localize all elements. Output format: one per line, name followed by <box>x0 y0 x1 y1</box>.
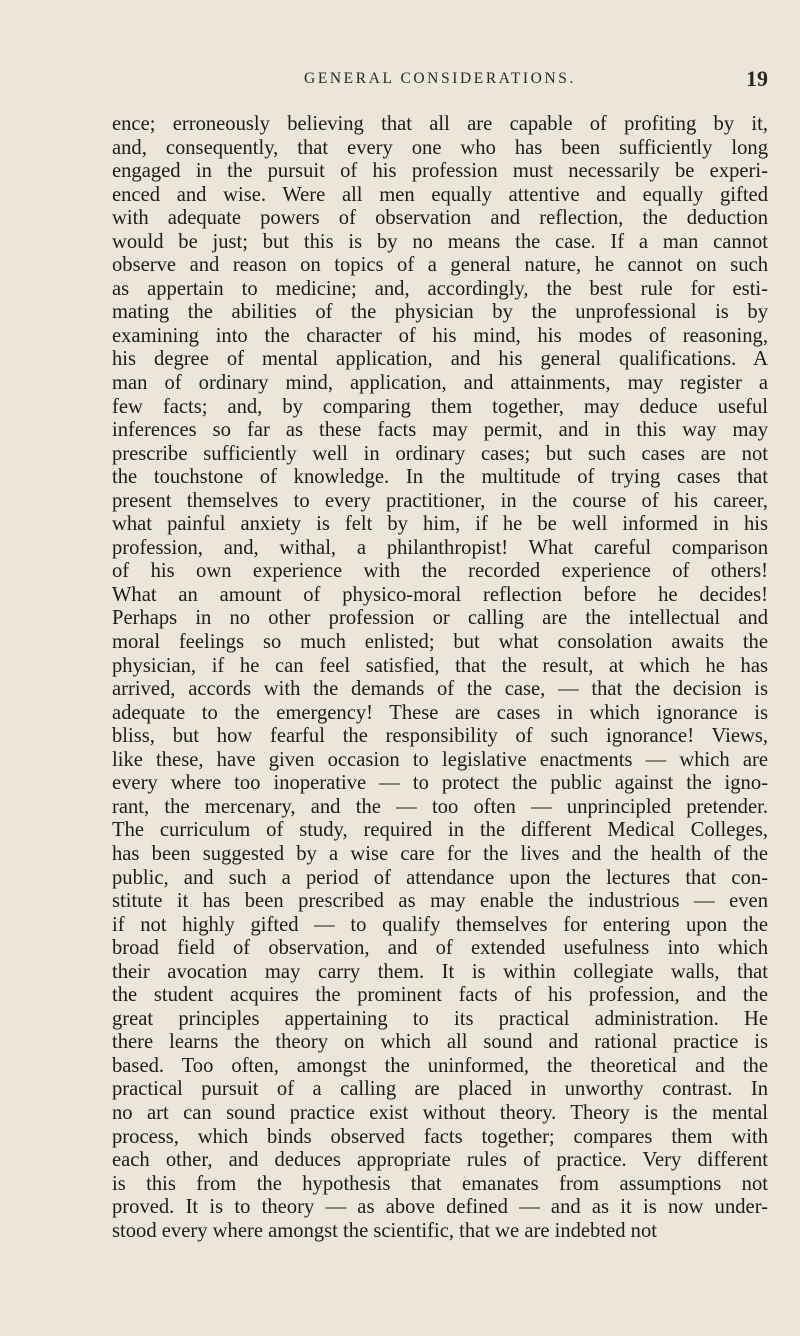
text-line: with adequate powers of observation and reflection, the deduction <box>112 207 768 230</box>
text-line: like these, have given occasion to legislative enactments — which are <box>112 748 768 771</box>
text-line: his degree of mental application, and his general qualifications. A <box>112 348 768 371</box>
text-line: few facts; and, by comparing them together, may deduce useful <box>112 395 768 418</box>
running-title: GENERAL CONSIDERATIONS. <box>304 70 576 87</box>
text-line: there learns the theory on which all sound and rational practice is <box>112 1031 768 1054</box>
text-line: would be just; but this is by no means the case. If a man cannot <box>112 230 768 253</box>
text-line: what painful anxiety is felt by him, if he be well informed in his <box>112 513 768 536</box>
text-line: great principles appertaining to its practical administration. He <box>112 1007 768 1030</box>
text-line: if not highly gifted — to qualify themselves for entering upon the <box>112 913 768 936</box>
text-line: based. Too often, amongst the uninformed, the theoretical and the <box>112 1054 768 1077</box>
text-line: as appertain to medicine; and, accordingly, the best rule for esti- <box>112 277 768 300</box>
text-line: engaged in the pursuit of his profession must necessarily be experi- <box>112 160 768 183</box>
text-line: has been suggested by a wise care for the lives and the health of the <box>112 842 768 865</box>
text-line: their avocation may carry them. It is within collegiate walls, that <box>112 960 768 983</box>
text-line: and, consequently, that every one who has been sufficiently long <box>112 136 768 159</box>
text-line: public, and such a period of attendance upon the lectures that con- <box>112 866 768 889</box>
text-line: broad field of observation, and of extended usefulness into which <box>112 937 768 960</box>
text-line: ence; erroneously believing that all are capable of profiting by it, <box>112 113 768 135</box>
page-number: 19 <box>746 66 768 91</box>
text-line: prescribe sufficiently well in ordinary cases; but such cases are not <box>112 442 768 465</box>
running-header <box>112 66 768 96</box>
text-line: man of ordinary mind, application, and attainments, may register a <box>112 372 768 395</box>
text-line: practical pursuit of a calling are placed in unworthy contrast. In <box>112 1078 768 1101</box>
text-line: stitute it has been prescribed as may enable the industrious — even <box>112 890 768 913</box>
text-line: enced and wise. Were all men equally attentive and equally gifted <box>112 183 768 206</box>
text-line: present themselves to every practitioner, in the course of his career, <box>112 489 768 512</box>
text-line: examining into the character of his mind, his modes of reasoning, <box>112 324 768 347</box>
text-line: the touchstone of knowledge. In the multitude of trying cases that <box>112 466 768 489</box>
text-line: profession, and, withal, a philanthropist! What careful comparison <box>112 536 768 559</box>
text-line: of his own experience with the recorded experience of others! <box>112 560 768 583</box>
text-line: each other, and deduces appropriate rules of practice. Very different <box>112 1149 768 1172</box>
text-line: proved. It is to theory — as above defined — and as it is now under- <box>112 1196 768 1219</box>
text-line: moral feelings so much enlisted; but what consolation awaits the <box>112 631 768 654</box>
body-paragraph <box>112 113 768 1243</box>
text-line: every where too inoperative — to protect the public against the igno- <box>112 772 768 795</box>
text-line: adequate to the emergency! These are cases in which ignorance is <box>112 701 768 724</box>
text-line: no art can sound practice exist without theory. Theory is the mental <box>112 1101 768 1124</box>
text-line: stood every where amongst the scientific, that we are indebted not <box>112 1219 657 1242</box>
text-line: Perhaps in no other profession or calling are the intellectual and <box>112 607 768 630</box>
text-line: inferences so far as these facts may permit, and in this way may <box>112 419 768 442</box>
text-line: arrived, accords with the demands of the case, — that the decision is <box>112 678 768 701</box>
text-line: The curriculum of study, required in the different Medical Colleges, <box>112 819 768 842</box>
text-line: bliss, but how fearful the responsibility of such ignorance! Views, <box>112 725 768 748</box>
text-line: rant, the mercenary, and the — too often — unprincipled pretender. <box>112 795 768 818</box>
text-line: physician, if he can feel satisfied, that the result, at which he has <box>112 654 768 677</box>
text-line: process, which binds observed facts together; compares them with <box>112 1125 768 1148</box>
text-line: mating the abilities of the physician by the unprofessional is by <box>112 301 768 324</box>
text-line: What an amount of physico-moral reflection before he decides! <box>112 583 768 606</box>
text-line: is this from the hypothesis that emanates from assumptions not <box>112 1172 768 1195</box>
text-line: observe and reason on topics of a general nature, he cannot on such <box>112 254 768 277</box>
text-line: the student acquires the prominent facts of his profession, and the <box>112 984 768 1007</box>
